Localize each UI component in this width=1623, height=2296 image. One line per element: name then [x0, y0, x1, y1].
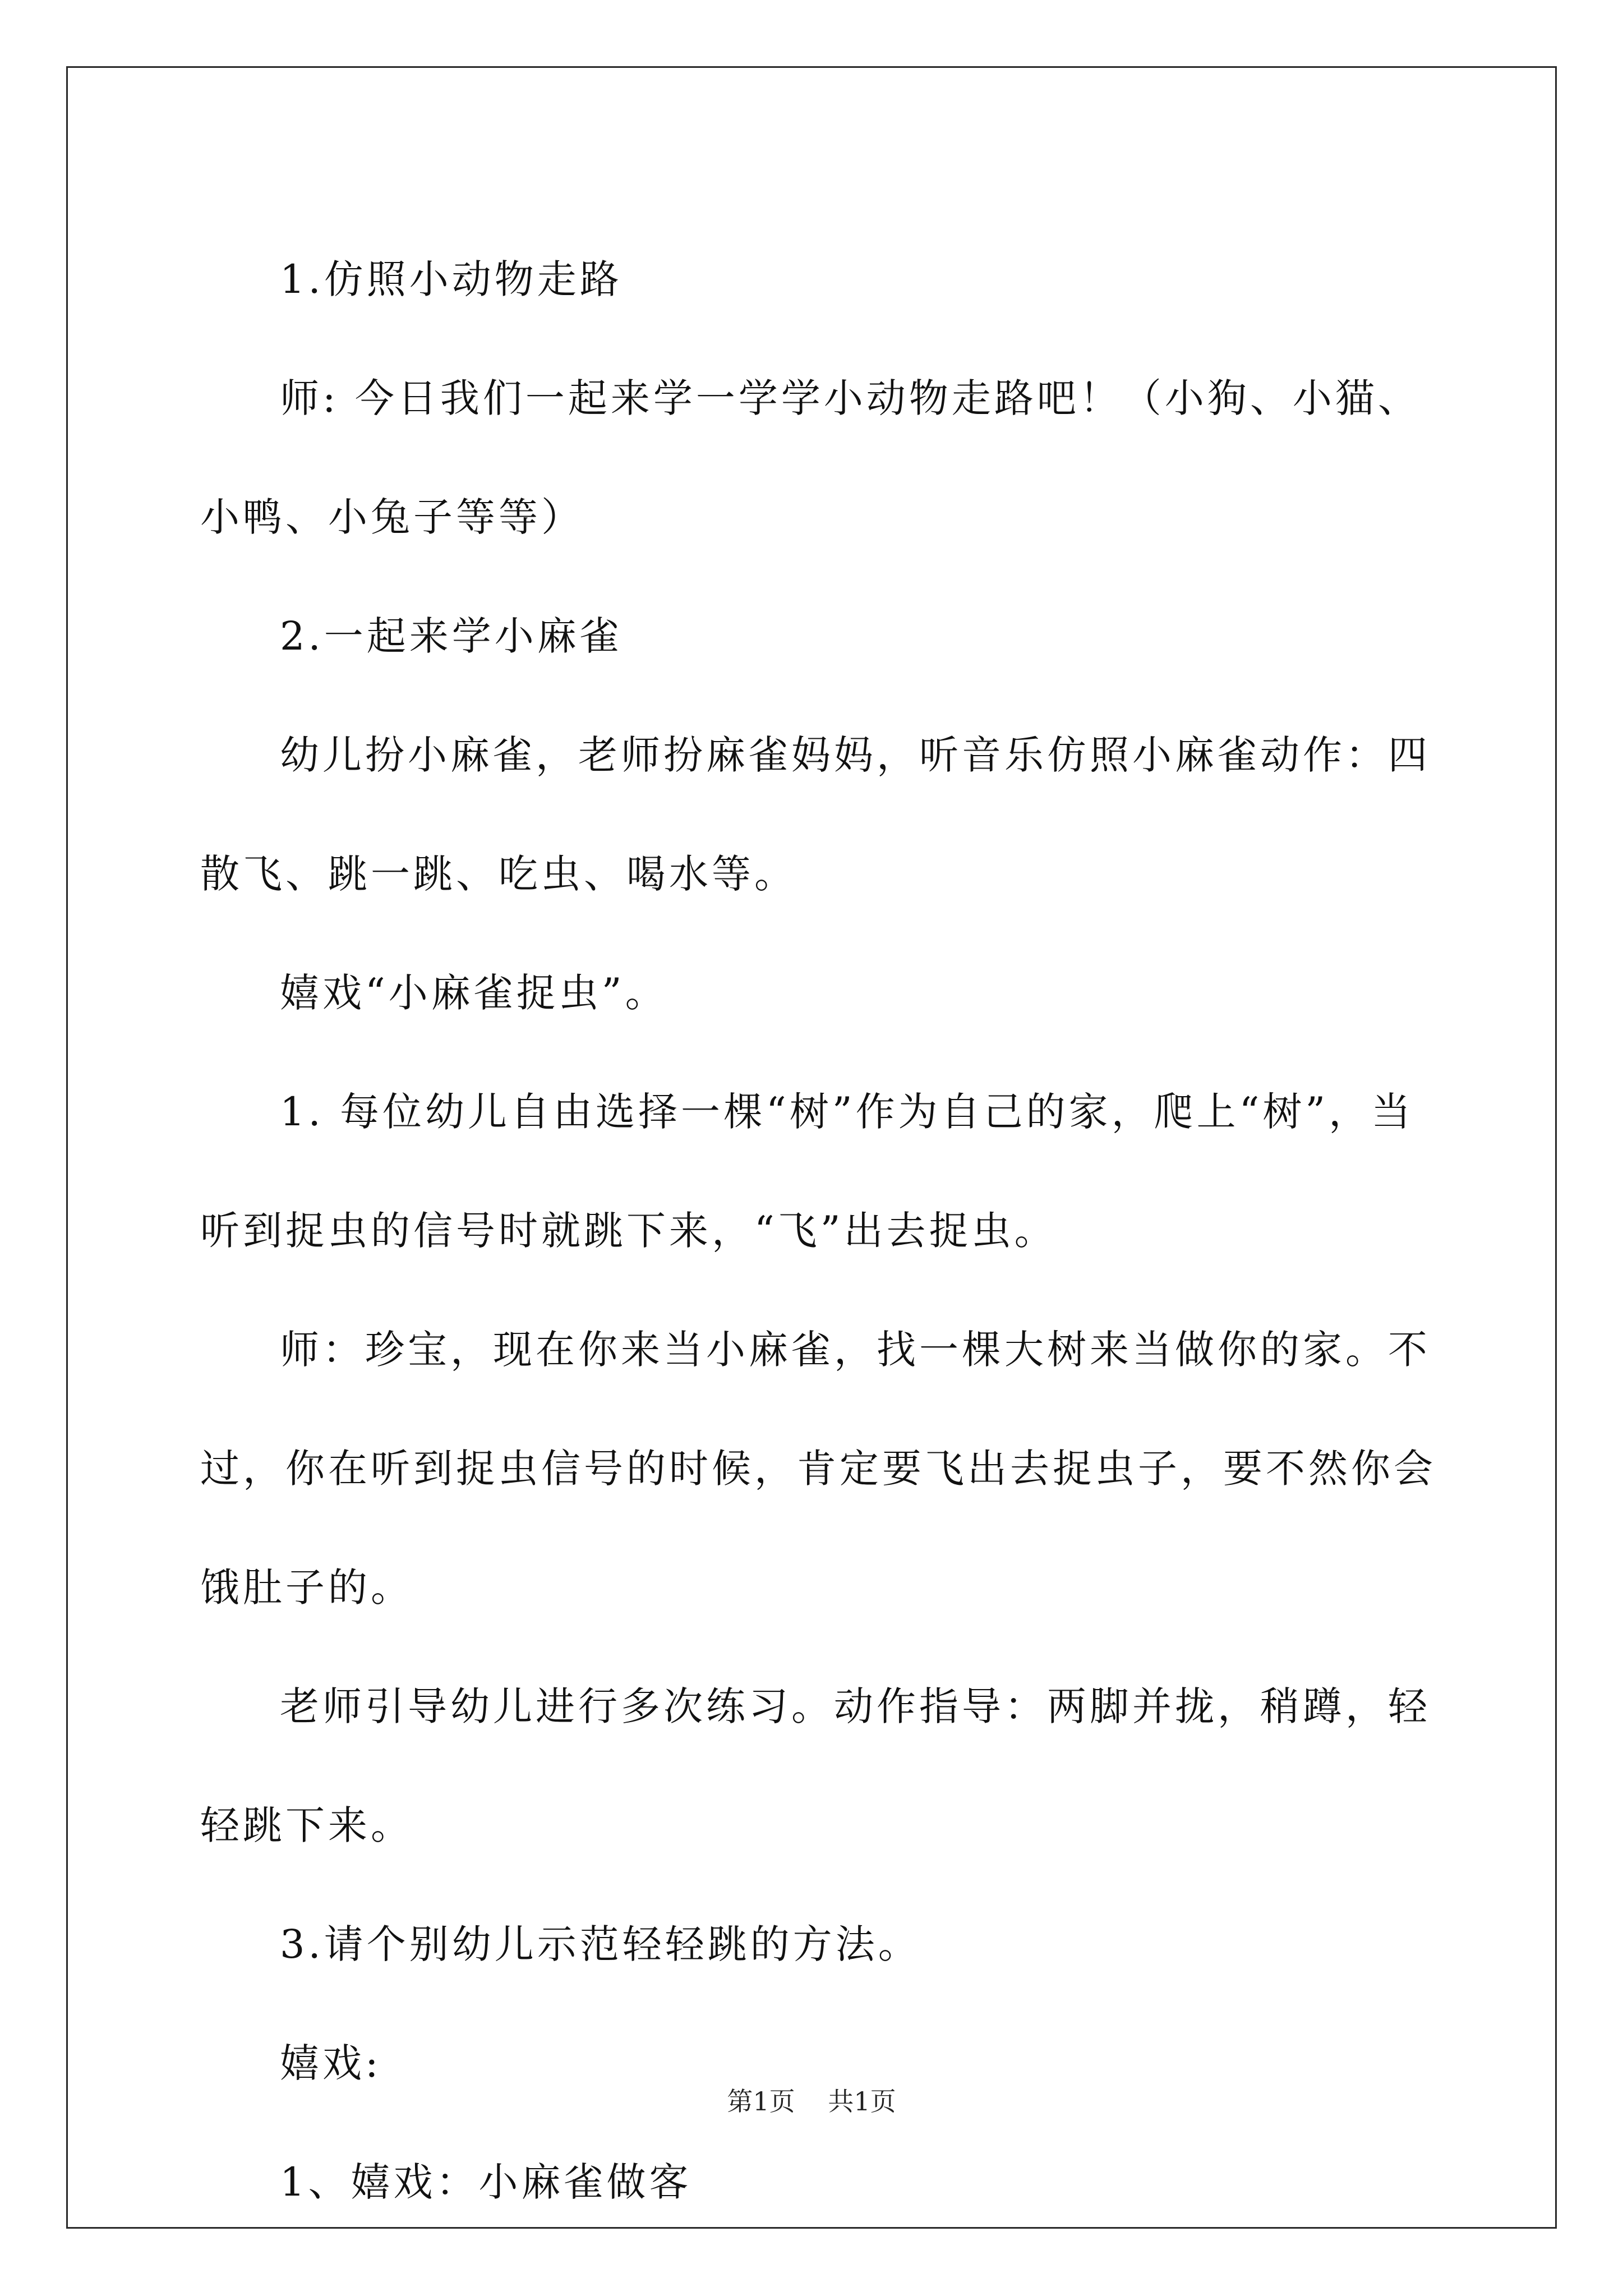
- paragraph: 3.请个别幼儿示范轻轻跳的方法。: [280, 1921, 921, 1967]
- paragraph: 嬉戏“小麻雀捉虫”。: [280, 970, 668, 1016]
- page-total: 共1页: [828, 2086, 896, 2116]
- paragraph: 1、嬉戏：小麻雀做客: [280, 2159, 692, 2205]
- paragraph: 嬉戏:: [280, 2040, 382, 2086]
- paragraph: 师: 今日我们一起来学一学学小动物走路吧！（小狗、小猫、小鸭、小兔子等等）: [200, 375, 1421, 540]
- paragraph: 1.仿照小动物走路: [280, 256, 623, 302]
- document-body: [200, 220, 1442, 2242]
- page-footer: [0, 2081, 1623, 2118]
- page-number: 第1页: [727, 2086, 795, 2116]
- paragraph: 老师引导幼儿进行多次练习。动作指导：两脚并拢，稍蹲，轻轻跳下来。: [200, 1683, 1431, 1848]
- paragraph: 师：珍宝，现在你来当小麻雀，找一棵大树来当做你的家。不过，你在听到捉虫信号的时候，肯定要飞出去捉虫子，要不然你会饿肚子的。: [200, 1327, 1436, 1611]
- paragraph: 1. 每位幼儿自由选择一棵“树”作为自己的家，爬上“树”，当听到捉虫的信号时就跳下来，“飞”出去捉虫。: [200, 1089, 1414, 1254]
- paragraph: 幼儿扮小麻雀，老师扮麻雀妈妈，听音乐仿照小麻雀动作：四散飞、跳一跳、吃虫、喝水等。: [200, 732, 1431, 897]
- paragraph: 2.一起来学小麻雀: [280, 613, 623, 659]
